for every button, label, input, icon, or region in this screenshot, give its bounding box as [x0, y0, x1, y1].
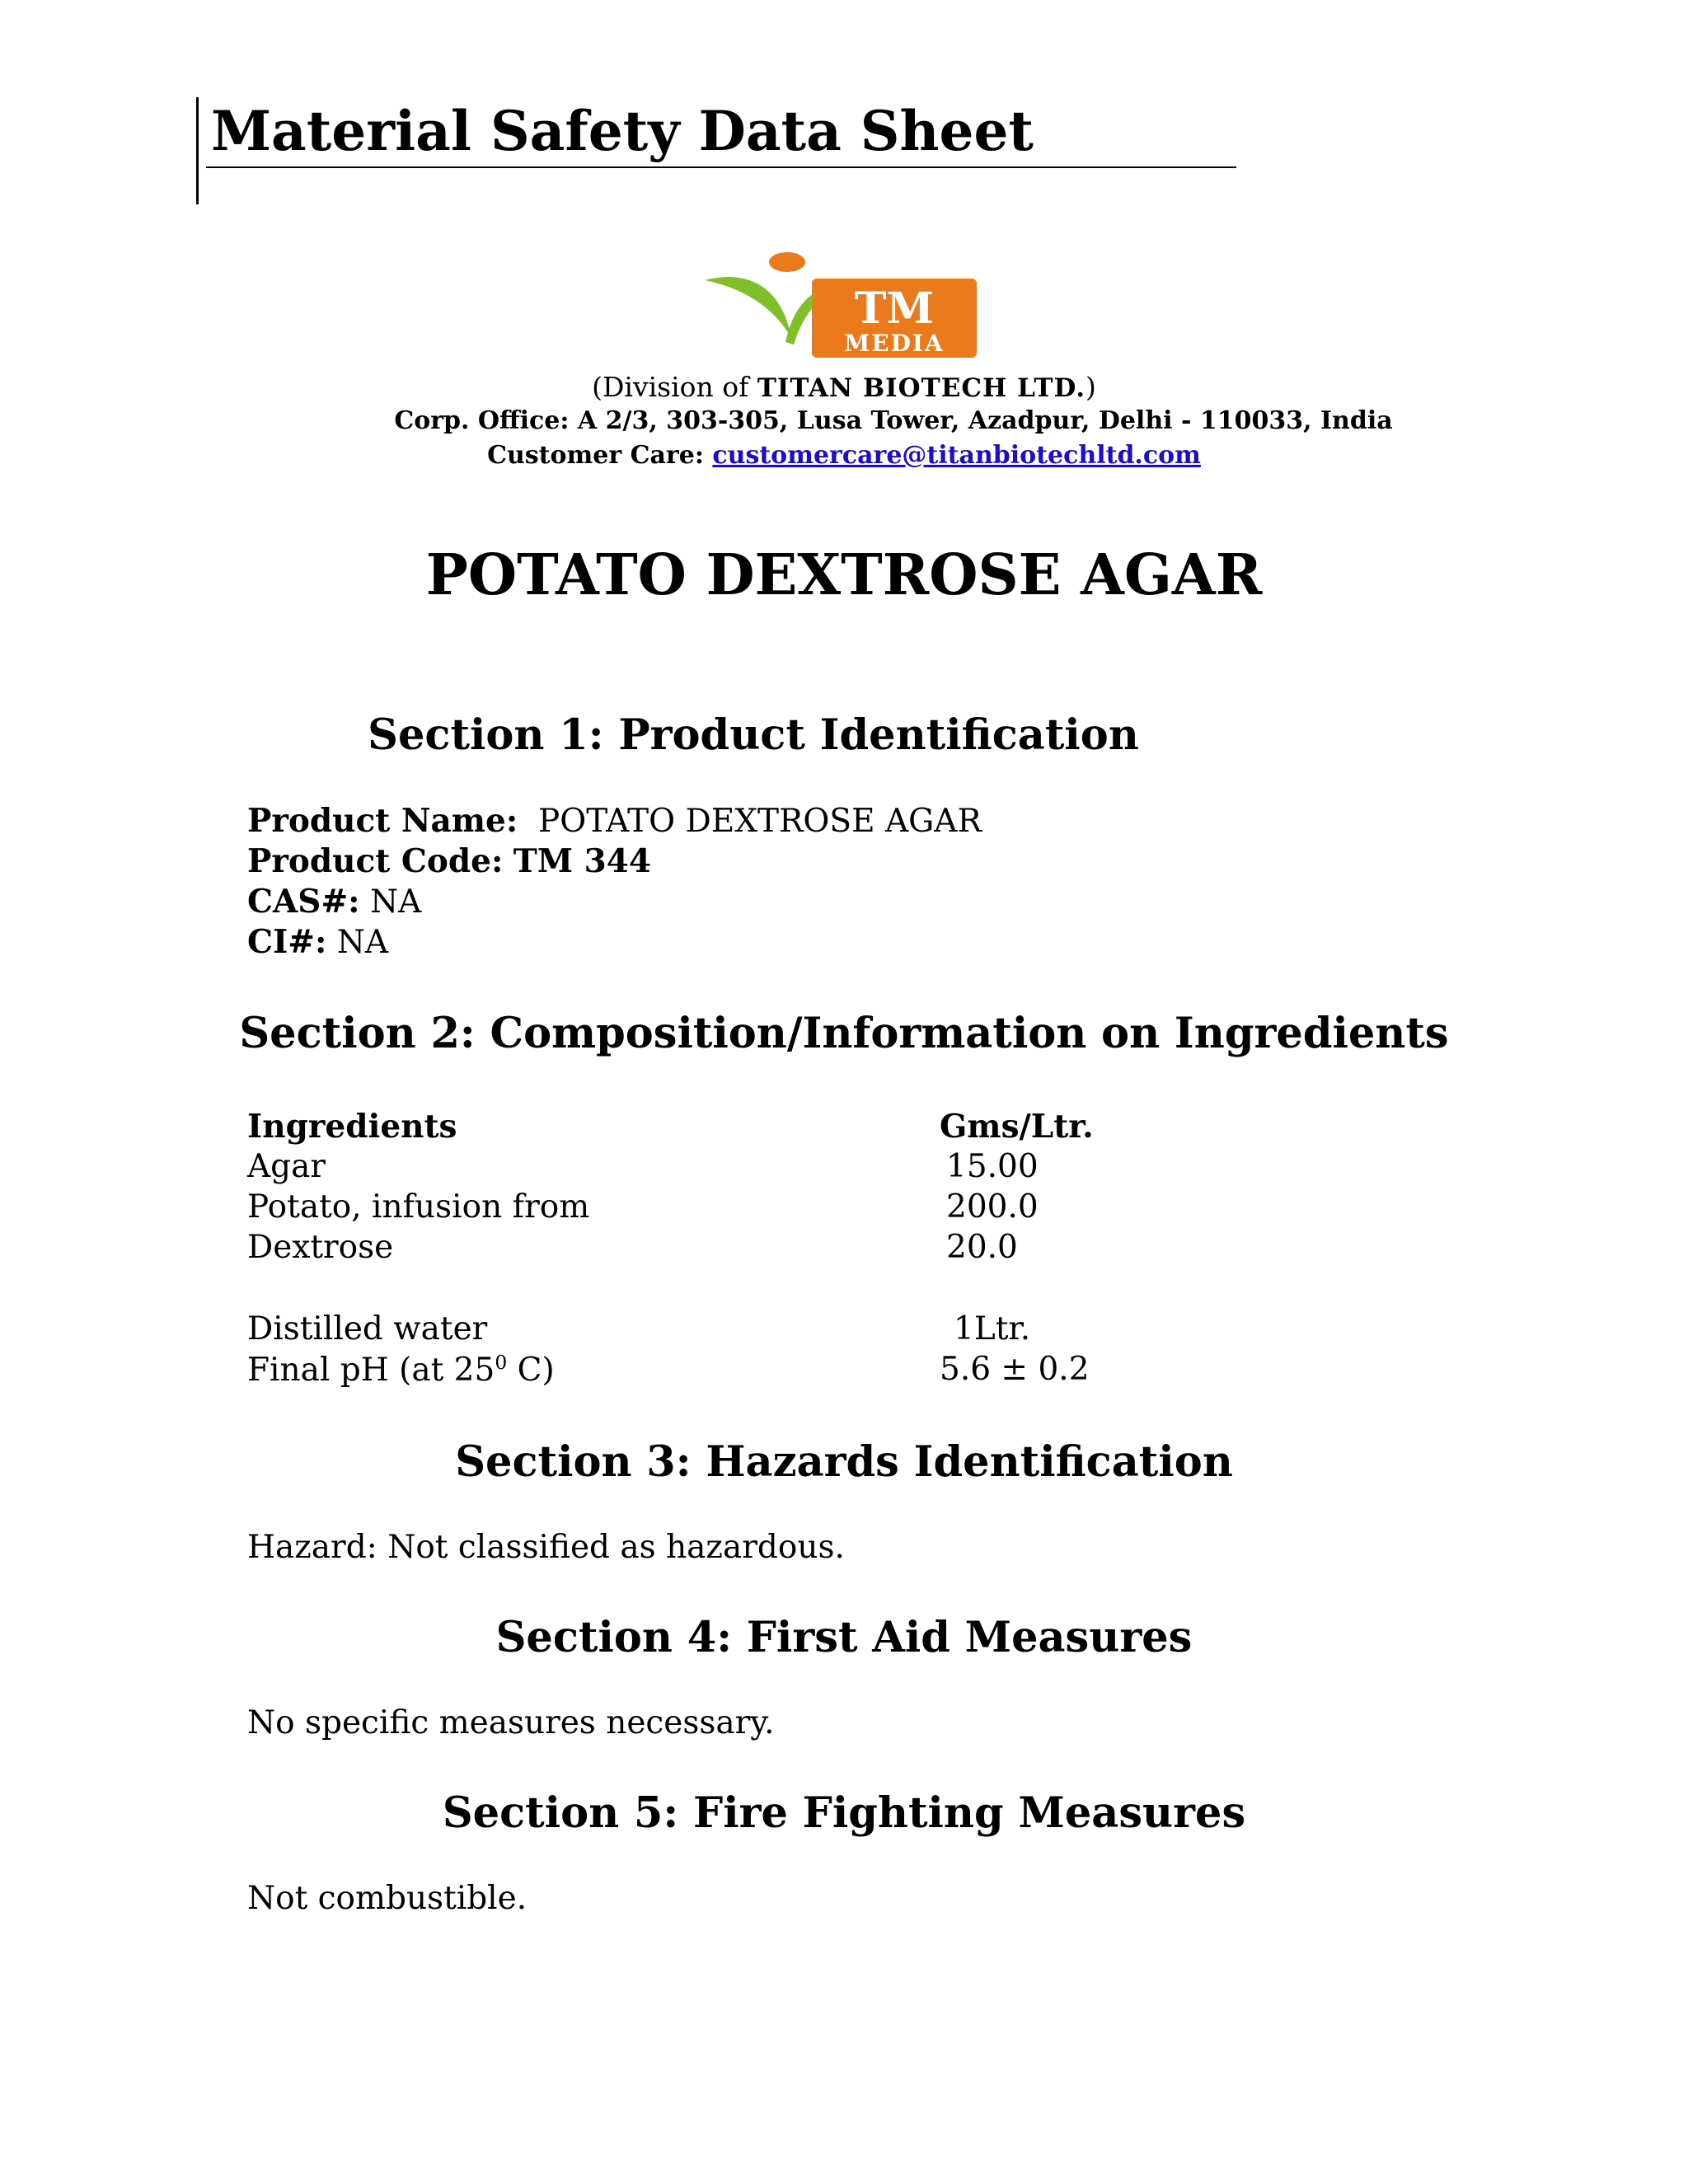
ci-value: NA — [336, 924, 389, 961]
ingredient-row: Potato, infusion from — [247, 1188, 590, 1226]
ph-label-text: Final pH (at 25 — [247, 1352, 495, 1389]
ci-label: CI#: — [247, 923, 327, 961]
section1-heading: Section 1: Product Identification — [368, 710, 1139, 760]
customer-care-line — [0, 441, 1688, 470]
ingredient-amount: 1Ltr. — [954, 1310, 1031, 1347]
ingredient-row: Agar — [247, 1148, 326, 1185]
division-prefix: (Division of — [592, 371, 757, 403]
ph-label-suffix: C) — [507, 1352, 555, 1389]
company-name: TITAN BIOTECH LTD. — [757, 373, 1086, 403]
product-name-label: Product Name: — [247, 802, 518, 840]
ingredient-row: Distilled water — [247, 1310, 488, 1347]
section3-heading: Section 3: Hazards Identification — [455, 1437, 1233, 1487]
ci-line — [247, 923, 388, 961]
logo-text-bottom: MEDIA — [844, 330, 945, 357]
header-vertical-bar — [196, 97, 199, 204]
customer-care-label: Customer Care: — [487, 441, 713, 470]
tm-media-logo — [705, 247, 977, 359]
cas-label: CAS#: — [247, 883, 360, 921]
cas-line — [247, 883, 421, 921]
ingredient-amount: 200.0 — [946, 1188, 1039, 1226]
product-name-value: POTATO DEXTROSE AGAR — [538, 803, 982, 840]
section2-heading: Section 2: Composition/Information on Ingredients — [239, 1009, 1449, 1058]
hazard-text: Hazard: Not classified as hazardous. — [247, 1529, 845, 1566]
ph-degree-superscript: 0 — [495, 1351, 508, 1374]
document-title: Material Safety Data Sheet — [211, 99, 1034, 163]
section4-heading: Section 4: First Aid Measures — [495, 1613, 1193, 1662]
header-rule — [206, 166, 1236, 168]
first-aid-text: No specific measures necessary. — [247, 1704, 775, 1741]
product-name-line — [247, 802, 982, 840]
product-code-line — [247, 842, 651, 880]
fire-fighting-text: Not combustible. — [247, 1880, 528, 1917]
section5-heading: Section 5: Fire Fighting Measures — [442, 1788, 1246, 1838]
final-ph-value: 5.6 ± 0.2 — [940, 1351, 1090, 1388]
logo-text-top: TM — [854, 284, 935, 334]
final-ph-label — [247, 1351, 555, 1389]
division-line — [0, 371, 1688, 403]
ingredients-column-header: Ingredients — [247, 1108, 457, 1146]
ingredient-row: Dextrose — [247, 1229, 394, 1266]
product-title: POTATO DEXTROSE AGAR — [425, 542, 1263, 608]
ingredient-amount: 15.00 — [946, 1148, 1039, 1185]
product-code-label: Product Code: — [247, 842, 504, 880]
division-suffix: ) — [1085, 371, 1096, 403]
amount-column-header: Gms/Ltr. — [940, 1108, 1094, 1146]
ingredient-amount: 20.0 — [946, 1229, 1018, 1266]
customer-care-email-link[interactable]: customercare@titanbiotechltd.com — [712, 441, 1201, 470]
product-code-value: TM 344 — [513, 842, 651, 880]
corp-office-line: Corp. Office: A 2/3, 303-305, Lusa Tower, Azadpur, Delhi - 110033, India — [394, 406, 1393, 435]
cas-value: NA — [369, 883, 422, 921]
